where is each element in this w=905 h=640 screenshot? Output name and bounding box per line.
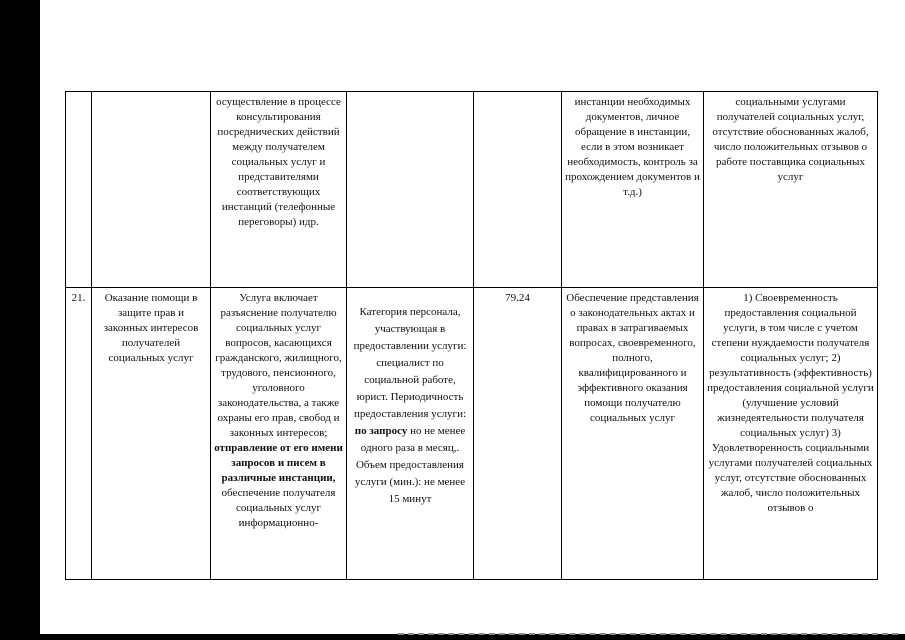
description-bold-text: отправление от его имени запросов и писем в различные инстанции, bbox=[214, 442, 343, 484]
cell-number: 21. bbox=[66, 288, 92, 580]
cell-conditions: Обеспечение представления о законодательных актах и правах в затрагиваемых вопросах, своевременного, полного, квалифицированного и эффективного оказания помощи получателю социальных услуг bbox=[562, 288, 704, 580]
description-text-end: обеспечение получателя социальных услуг информационно- bbox=[221, 487, 336, 529]
services-table bbox=[65, 91, 878, 580]
cell-tariff: 79.24 bbox=[474, 288, 562, 580]
page-bottom-dashes bbox=[398, 633, 898, 637]
cell-service-name bbox=[92, 92, 211, 288]
cell-service-description: осуществление в процессе консультирования посреднических действий между получателем социальных услуг и представителями соответствующих инстанций (телефонные переговоры) идр. bbox=[211, 92, 347, 288]
cell-number bbox=[66, 92, 92, 288]
volume-bold-text: по запросу bbox=[354, 425, 408, 437]
table-row-21 bbox=[66, 288, 878, 580]
cell-service-volume bbox=[347, 288, 474, 580]
cell-quality-indicators: 1) Своевременность предоставления социальной услуги, в том числе с учетом степени нуждаемости получателя социальных услуг; 2) результативность (эффективность) предоставления социальной услуги (улучшение условий жизнедеятельности получателя социальных услуг) 3) Удовлетворенность социальными услугами получателей социальных услуг, отсутствие обоснованных жалоб, число положительных отзывов о bbox=[704, 288, 878, 580]
volume-text: Категория персонала, участвующая в предоставлении услуги: специалист по социальной работе, юрист. Периодичность предоставления услуги: bbox=[353, 306, 467, 420]
cell-service-name: Оказание помощи в защите прав и законных интересов получателей социальных услуг bbox=[92, 288, 211, 580]
cell-service-volume bbox=[347, 92, 474, 288]
scan-border-left bbox=[0, 0, 40, 640]
cell-quality-indicators: социальными услугами получателей социальных услуг, отсутствие обоснованных жалоб, число положительных отзывов о работе поставщика социальных услуг bbox=[704, 92, 878, 288]
cell-conditions: инстанции необходимых документов, личное обращение в инстанции, если в этом возникает необходимость, контроль за прохождением документов и т.д.) bbox=[562, 92, 704, 288]
description-text: Услуга включает разъяснение получателю социальных услуг вопросов, касающихся гражданского, жилищного, трудового, пенсионного, уголовного законодательства, а также охраны его прав, свобод и законных интересов; bbox=[215, 292, 342, 439]
volume-text-end: но не менее одного раза в месяц,. Объем предоставления услуги (мин.): не менее 15 минут bbox=[354, 425, 466, 505]
cell-service-description bbox=[211, 288, 347, 580]
cell-tariff bbox=[474, 92, 562, 288]
table-row-continued bbox=[66, 92, 878, 288]
